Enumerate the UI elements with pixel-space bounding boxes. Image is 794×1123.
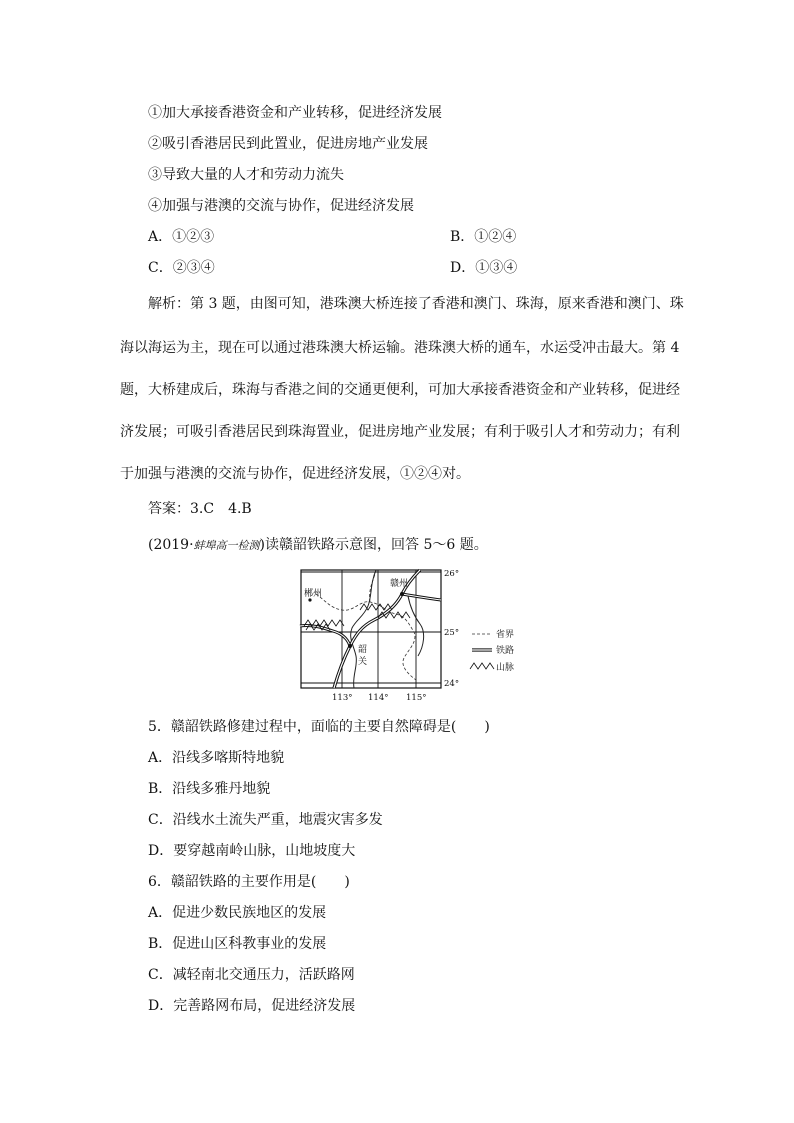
intro-year: (2019· [148,537,194,553]
label-lon-114: 114° [368,693,389,703]
label-chenzhou: 郴州 [304,589,323,599]
question-intro [148,536,488,555]
q4-option-d: D．①③④ [450,260,518,276]
q6-stem: 6．赣韶铁路的主要作用是( ) [148,874,350,890]
q6-option-c: C．减轻南北交通压力，活跃路网 [148,967,355,983]
q5-option-a: A．沿线多喀斯特地貌 [148,750,285,766]
q5-option-c: C．沿线水土流失严重，地震灾害多发 [148,812,383,828]
q4-item-2: ②吸引香港居民到此置业，促进房地产业发展 [148,136,428,152]
legend-railway-label: 铁路 [496,646,515,656]
q5-stem: 5．赣韶铁路修建过程中，面临的主要自然障碍是( ) [148,719,490,735]
analysis-line-5: 于加强与港澳的交流与协作，促进经济发展，①②④对。 [120,466,470,482]
label-lat-26: 26° [444,569,460,579]
analysis-line-3: 题，大桥建成后，珠海与香港之间的交通更便利，可加大承接香港资金和产业转移，促进经 [120,382,680,398]
q4-option-c: C．②③④ [148,260,215,276]
label-lat-25: 25° [444,628,460,638]
q5-option-d: D．要穿越南岭山脉，山地坡度大 [148,843,356,859]
railway-west-inner [300,625,350,646]
q5-option-b: B．沿线多雅丹地貌 [148,781,271,797]
intro-source: 蚌埠高一检测 [193,539,260,552]
label-lat-24: 24° [444,679,460,689]
legend-mountain-swatch [470,663,494,669]
ganshao-railway-map [296,566,536,706]
intro-rest: )读赣韶铁路示意图，回答 5～6 题。 [259,537,488,553]
q4-item-3: ③导致大量的人才和劳动力流失 [148,167,344,183]
q4-item-4: ④加强与港澳的交流与协作，促进经济发展 [148,198,414,214]
shaoguan-marker [348,644,352,648]
q6-option-b: B．促进山区科教事业的发展 [148,936,327,952]
answer-line: 答案：3.C 4.B [148,501,252,517]
label-ganzhou: 赣州 [390,579,409,589]
label-shao: 韶 [358,645,368,655]
analysis-line-4: 济发展；可吸引香港居民到珠海置业，促进房地产业发展；有利于吸引人才和劳动力；有利 [120,424,680,440]
label-lon-113: 113° [332,693,353,703]
q6-option-d: D．完善路网布局，促进经济发展 [148,998,356,1014]
q4-item-1: ①加大承接香港资金和产业转移，促进经济发展 [148,105,442,121]
q4-option-a: A．①②③ [148,229,215,245]
legend-mountain-label: 山脉 [496,663,515,673]
label-guan: 关 [358,657,368,667]
q4-option-b: B．①②④ [450,229,517,245]
analysis-line-1: 解析：第 3 题，由图可知，港珠澳大桥连接了香港和澳门、珠海，原来香港和澳门、珠 [148,296,684,312]
label-lon-115: 115° [406,693,427,703]
ganzhou-marker [400,592,404,596]
q6-option-a: A．促进少数民族地区的发展 [148,905,327,921]
legend-border-label: 省界 [496,630,515,640]
analysis-line-2: 海以海运为主，现在可以通过港珠澳大桥运输。港珠澳大桥的通车，水运受冲击最大。第 4 [120,340,680,356]
